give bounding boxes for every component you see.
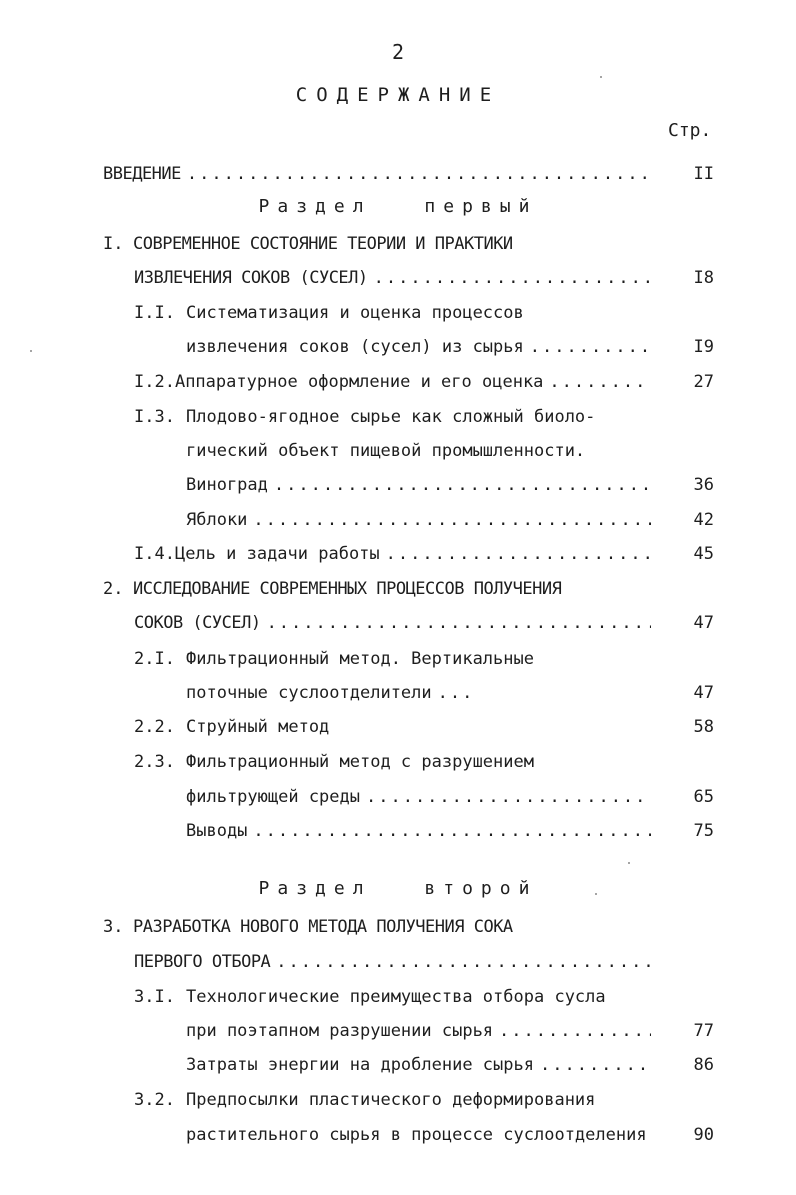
toc-entry-label: Предпосылки пластического деформирования — [186, 1090, 596, 1110]
scan-speck — [30, 350, 32, 352]
toc-entry-2-3 — [134, 748, 694, 776]
toc-entry-label: гический объект пищевой промышленности. — [186, 441, 586, 461]
toc-entry-1-3-cont — [186, 437, 686, 465]
toc-entry-3-2-cont — [186, 1121, 676, 1149]
toc-entry-label: Технологические преимущества отбора сусла — [186, 987, 606, 1007]
toc-entry-label: Яблоки — [186, 510, 248, 530]
toc-entry-label: ИССЛЕДОВАНИЕ СОВРЕМЕННЫХ ПРОЦЕССОВ ПОЛУЧЕНИЯ — [133, 579, 562, 599]
toc-entry-page: 47 — [693, 683, 714, 703]
toc-entry-energy — [186, 1051, 651, 1079]
toc-entry-label: Плодово-ягодное сырье как сложный биоло- — [186, 407, 596, 427]
toc-entry-label: Систематизация и оценка процессов — [186, 303, 524, 323]
toc-entry-chapter-2-cont — [134, 609, 651, 637]
dot-leader — [253, 506, 651, 534]
toc-entry-page: 36 — [693, 475, 714, 495]
dot-leader — [530, 333, 651, 361]
dot-leader — [438, 679, 476, 707]
toc-entry-1-2 — [134, 368, 651, 396]
toc-entry-page: 90 — [693, 1125, 714, 1145]
toc-entry-number: 2.2. — [134, 717, 175, 737]
dot-leader — [374, 264, 651, 292]
toc-entry-2-3-cont — [186, 783, 651, 811]
toc-entry-grapes — [186, 471, 651, 499]
toc-entry-label: Фильтрационный метод. Вертикальные — [186, 649, 534, 669]
page-number: 2 — [391, 40, 405, 64]
toc-entry-number: I.2. — [134, 372, 175, 392]
dot-leader — [386, 540, 651, 568]
toc-entry-number: 3.I. — [134, 987, 175, 1007]
toc-entry-2-1 — [134, 645, 694, 673]
toc-entry-3-1 — [134, 983, 694, 1011]
scan-speck — [595, 893, 597, 895]
toc-entry-1-4 — [134, 540, 651, 568]
dot-leader — [253, 817, 651, 845]
dot-leader — [540, 1051, 651, 1079]
toc-entry-label: извлечения соков (сусел) из сырья — [186, 337, 524, 357]
dot-leader — [267, 609, 651, 637]
toc-entry-page: I9 — [693, 337, 714, 357]
toc-entry-number: 2.3. — [134, 752, 175, 772]
dot-leader — [499, 1017, 651, 1045]
toc-entry-number: 3. — [103, 917, 124, 937]
toc-entry-page: 45 — [693, 544, 714, 564]
scan-speck — [628, 862, 630, 864]
toc-entry-chapter-3-cont — [134, 948, 651, 976]
toc-entry-number: I.I. — [134, 303, 175, 323]
toc-entry-3-1-cont — [186, 1017, 651, 1045]
toc-entry-label: фильтрующей среды — [186, 787, 360, 807]
toc-entry-label: Фильтрационный метод с разрушением — [186, 752, 534, 772]
toc-entry-chapter-1-cont — [134, 264, 651, 292]
toc-entry-label: Затраты энергии на дробление сырья — [186, 1055, 534, 1075]
page-column-header: Стр. — [668, 120, 712, 141]
toc-entry-label: Струйный метод — [186, 717, 330, 737]
toc-entry-label: ПЕРВОГО ОТБОРА — [134, 952, 271, 972]
toc-entry-chapter-1 — [103, 230, 703, 258]
toc-entry-page: 27 — [693, 372, 714, 392]
toc-entry-label: Цель и задачи работы — [174, 544, 380, 564]
toc-entry-page: 77 — [693, 1021, 714, 1041]
toc-entry-introduction — [103, 160, 651, 188]
toc-entry-label: при поэтапном разрушении сырья — [186, 1021, 494, 1041]
toc-entry-page: 86 — [693, 1055, 714, 1075]
toc-entry-number: 2.I. — [134, 649, 175, 669]
dot-leader — [276, 948, 651, 976]
toc-entry-conclusions — [186, 817, 651, 845]
dot-leader — [274, 471, 651, 499]
toc-entry-2-1-cont — [186, 679, 476, 707]
toc-entry-label: СОВРЕМЕННОЕ СОСТОЯНИЕ ТЕОРИИ И ПРАКТИКИ — [133, 234, 513, 254]
toc-entry-chapter-2 — [103, 575, 703, 603]
toc-entry-label: Аппаратурное оформление и его оценка — [174, 372, 544, 392]
dot-leader — [187, 160, 651, 188]
toc-entry-number: I.3. — [134, 407, 175, 427]
toc-entry-1-1 — [134, 299, 694, 327]
toc-entry-3-2 — [134, 1086, 694, 1114]
section-heading-first: Раздел первый — [258, 196, 538, 217]
toc-entry-page: 47 — [693, 613, 714, 633]
toc-entry-page: 42 — [693, 510, 714, 530]
toc-entry-label: растительного сырья в процессе суслоотделения — [186, 1125, 647, 1145]
toc-entry-page: 75 — [693, 821, 714, 841]
contents-title: СОДЕРЖАНИЕ — [295, 84, 501, 106]
toc-entry-page: 65 — [693, 787, 714, 807]
section-heading-second: Раздел второй — [258, 878, 538, 899]
toc-entry-chapter-3 — [103, 913, 703, 941]
toc-entry-page: II — [693, 164, 714, 184]
toc-entry-page: I8 — [693, 268, 714, 288]
toc-entry-label: СОКОВ (СУСЕЛ) — [134, 613, 261, 633]
toc-entry-label: Выводы — [186, 821, 248, 841]
toc-entry-label: ВВЕДЕНИЕ — [103, 164, 181, 184]
toc-entry-1-3 — [134, 403, 694, 431]
toc-entry-number: I.4. — [134, 544, 175, 564]
toc-entry-1-1-cont — [186, 333, 651, 361]
toc-entry-label: РАЗРАБОТКА НОВОГО МЕТОДА ПОЛУЧЕНИЯ СОКА — [133, 917, 513, 937]
toc-entry-2-2 — [134, 713, 434, 741]
dot-leader — [366, 783, 651, 811]
toc-entry-label: Виноград — [186, 475, 268, 495]
toc-entry-number: 3.2. — [134, 1090, 175, 1110]
toc-entry-number: I. — [103, 234, 124, 254]
dot-leader — [549, 368, 651, 396]
toc-entry-label: ИЗВЛЕЧЕНИЯ СОКОВ (СУСЕЛ) — [134, 268, 368, 288]
toc-entry-page: 58 — [693, 717, 714, 737]
toc-entry-number: 2. — [103, 579, 124, 599]
toc-entry-apples — [186, 506, 651, 534]
toc-entry-label: поточные суслоотделители — [186, 683, 432, 703]
scan-speck — [600, 76, 602, 78]
